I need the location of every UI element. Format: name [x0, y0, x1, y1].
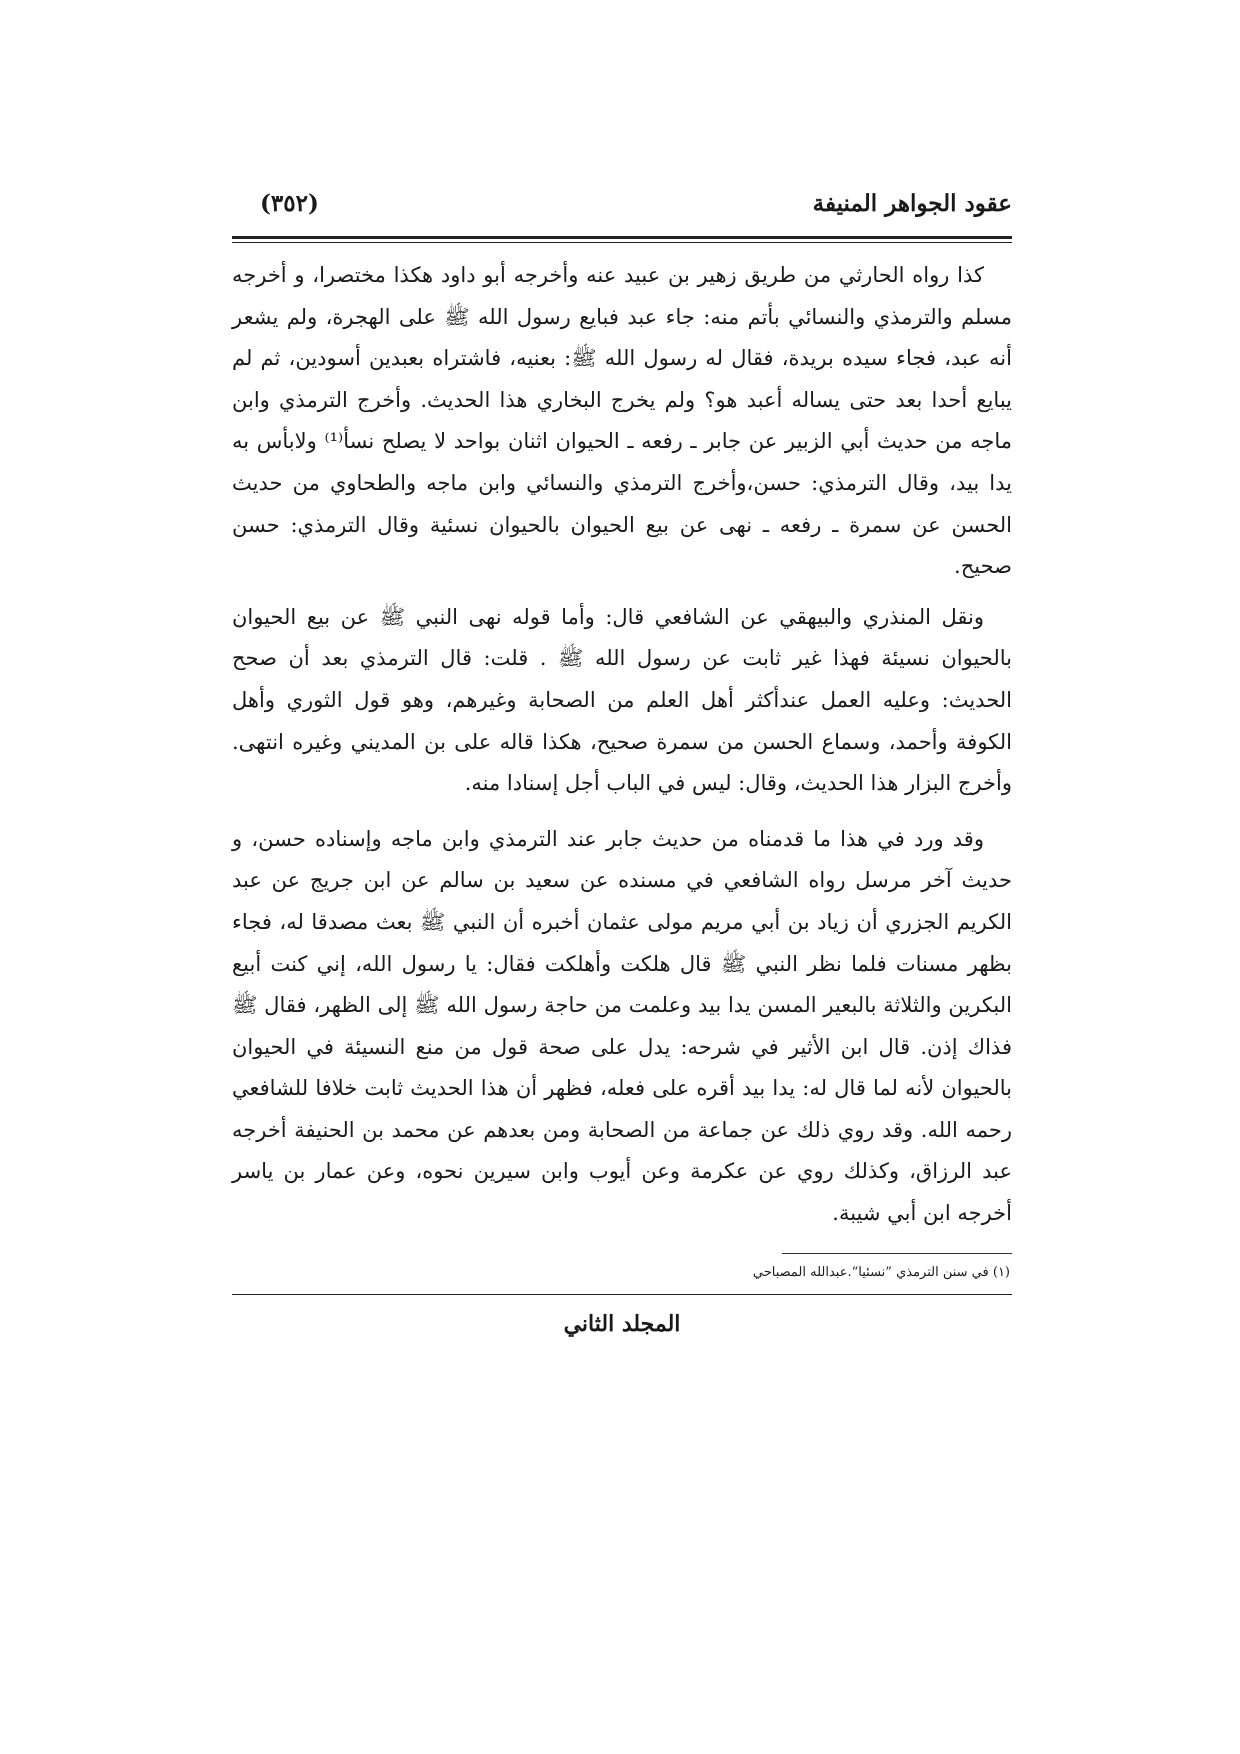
footnote-separator [782, 1253, 1012, 1254]
footer-rule [232, 1294, 1012, 1295]
header-rule-thin [232, 242, 1012, 243]
paragraph-2: ونقل المنذري والبيهقي عن الشافعي قال: وأما قوله نهى النبي ﷺ عن بيع الحيوان بالحيوان نسيئة فهذا غير ثابت عن رسول الله ﷺ . قلت: قال الترمذي بعد أن صحح الحديث: وعليه العمل عندأكثر أهل العلم من الصحابة وغيرهم، وهو قول الثوري وأهل الكوفة وأحمد، وسماع الحسن من سمرة صحيح، هكذا قاله على بن المديني وغيره انتهى. وأخرج البزار هذا الحديث، وقال: ليس في الباب أجل إسنادا منه. [232, 604, 1012, 796]
paragraph-3: وقد ورد في هذا ما قدمناه من حديث جابر عند الترمذي وابن ماجه وإسناده حسن، و حديث آخر مرسل رواه الشافعي في مسنده عن سعيد بن سالم عن ابن جريج عن عبد الكريم الجزري أن زياد بن أبي مريم مولى عثمان أخبره أن النبي ﷺ بعث مصدقا له، فجاء بظهر مسنات فلما نظر النبي ﷺ قال هلكت وأهلكت فقال: يا رسول الله، إني كنت أبيع البكرين والثلاثة بالبعير المسن يدا بيد وعلمت من حاجة رسول الله ﷺ إلى الظهر، فقال ﷺ فذاك إذن. قال ابن الأثير في شرحه: يدل على صحة قول من منع النسيئة في الحيوان بالحيوان لأنه لما قال له: يدا بيد أقره على فعله، فظهر أن هذا الحديث ثابت خلافا للشافعي رحمه الله. وقد روي ذلك عن جماعة من الصحابة ومن بعدهم عن محمد بن الحنيفة أخرجه عبد الرزاق، وكذلك روي عن عكرمة وعن أيوب وابن سيرين نحوه، وعن عمار بن ياسر أخرجه ابن أبي شيبة. [232, 826, 1012, 1226]
volume-label: المجلد الثاني [563, 1310, 681, 1337]
header-rule-thick [232, 236, 1012, 239]
book-title: عقود الجواهر المنيفة [812, 190, 1012, 217]
body-text [232, 255, 1012, 1235]
paragraph-1: كذا رواه الحارثي من طريق زهير بن عبيد عنه وأخرجه أبو داود هكذا مختصرا، و أخرجه مسلم والترمذي والنسائي بأتم منه: جاء عبد فبايع رسول الله ﷺ على الهجرة، ولم يشعر أنه عبد، فجاء سيده بريدة، فقال له رسول الله ﷺ: بعنيه، فاشتراه بعبدين أسودين، ثم لم يبايع أحدا بعد حتى يساله أعبد هو؟ ولم يخرج البخاري هذا الحديث. وأخرج الترمذي وابن ماجه من حديث أبي الزبير عن جابر ـ رفعه ـ الحيوان اثنان بواحد لا يصلح نسأ⁽¹⁾ ولابأس به يدا بيد، وقال الترمذي: حسن،وأخرج الترمذي والنسائي وابن ماجه والطحاوي من حديث الحسن عن سمرة ـ رفعه ـ نهى عن بيع الحيوان بالحيوان نسئية وقال الترمذي: حسن صحيح. [232, 263, 1012, 579]
book-page [232, 190, 1012, 1337]
page-number: (٣٥٢) [260, 190, 319, 217]
footnote: (١) في سنن الترمذي ”نسئيا“.عبدالله المصباحي [752, 1264, 1010, 1280]
page-header [232, 190, 1012, 232]
